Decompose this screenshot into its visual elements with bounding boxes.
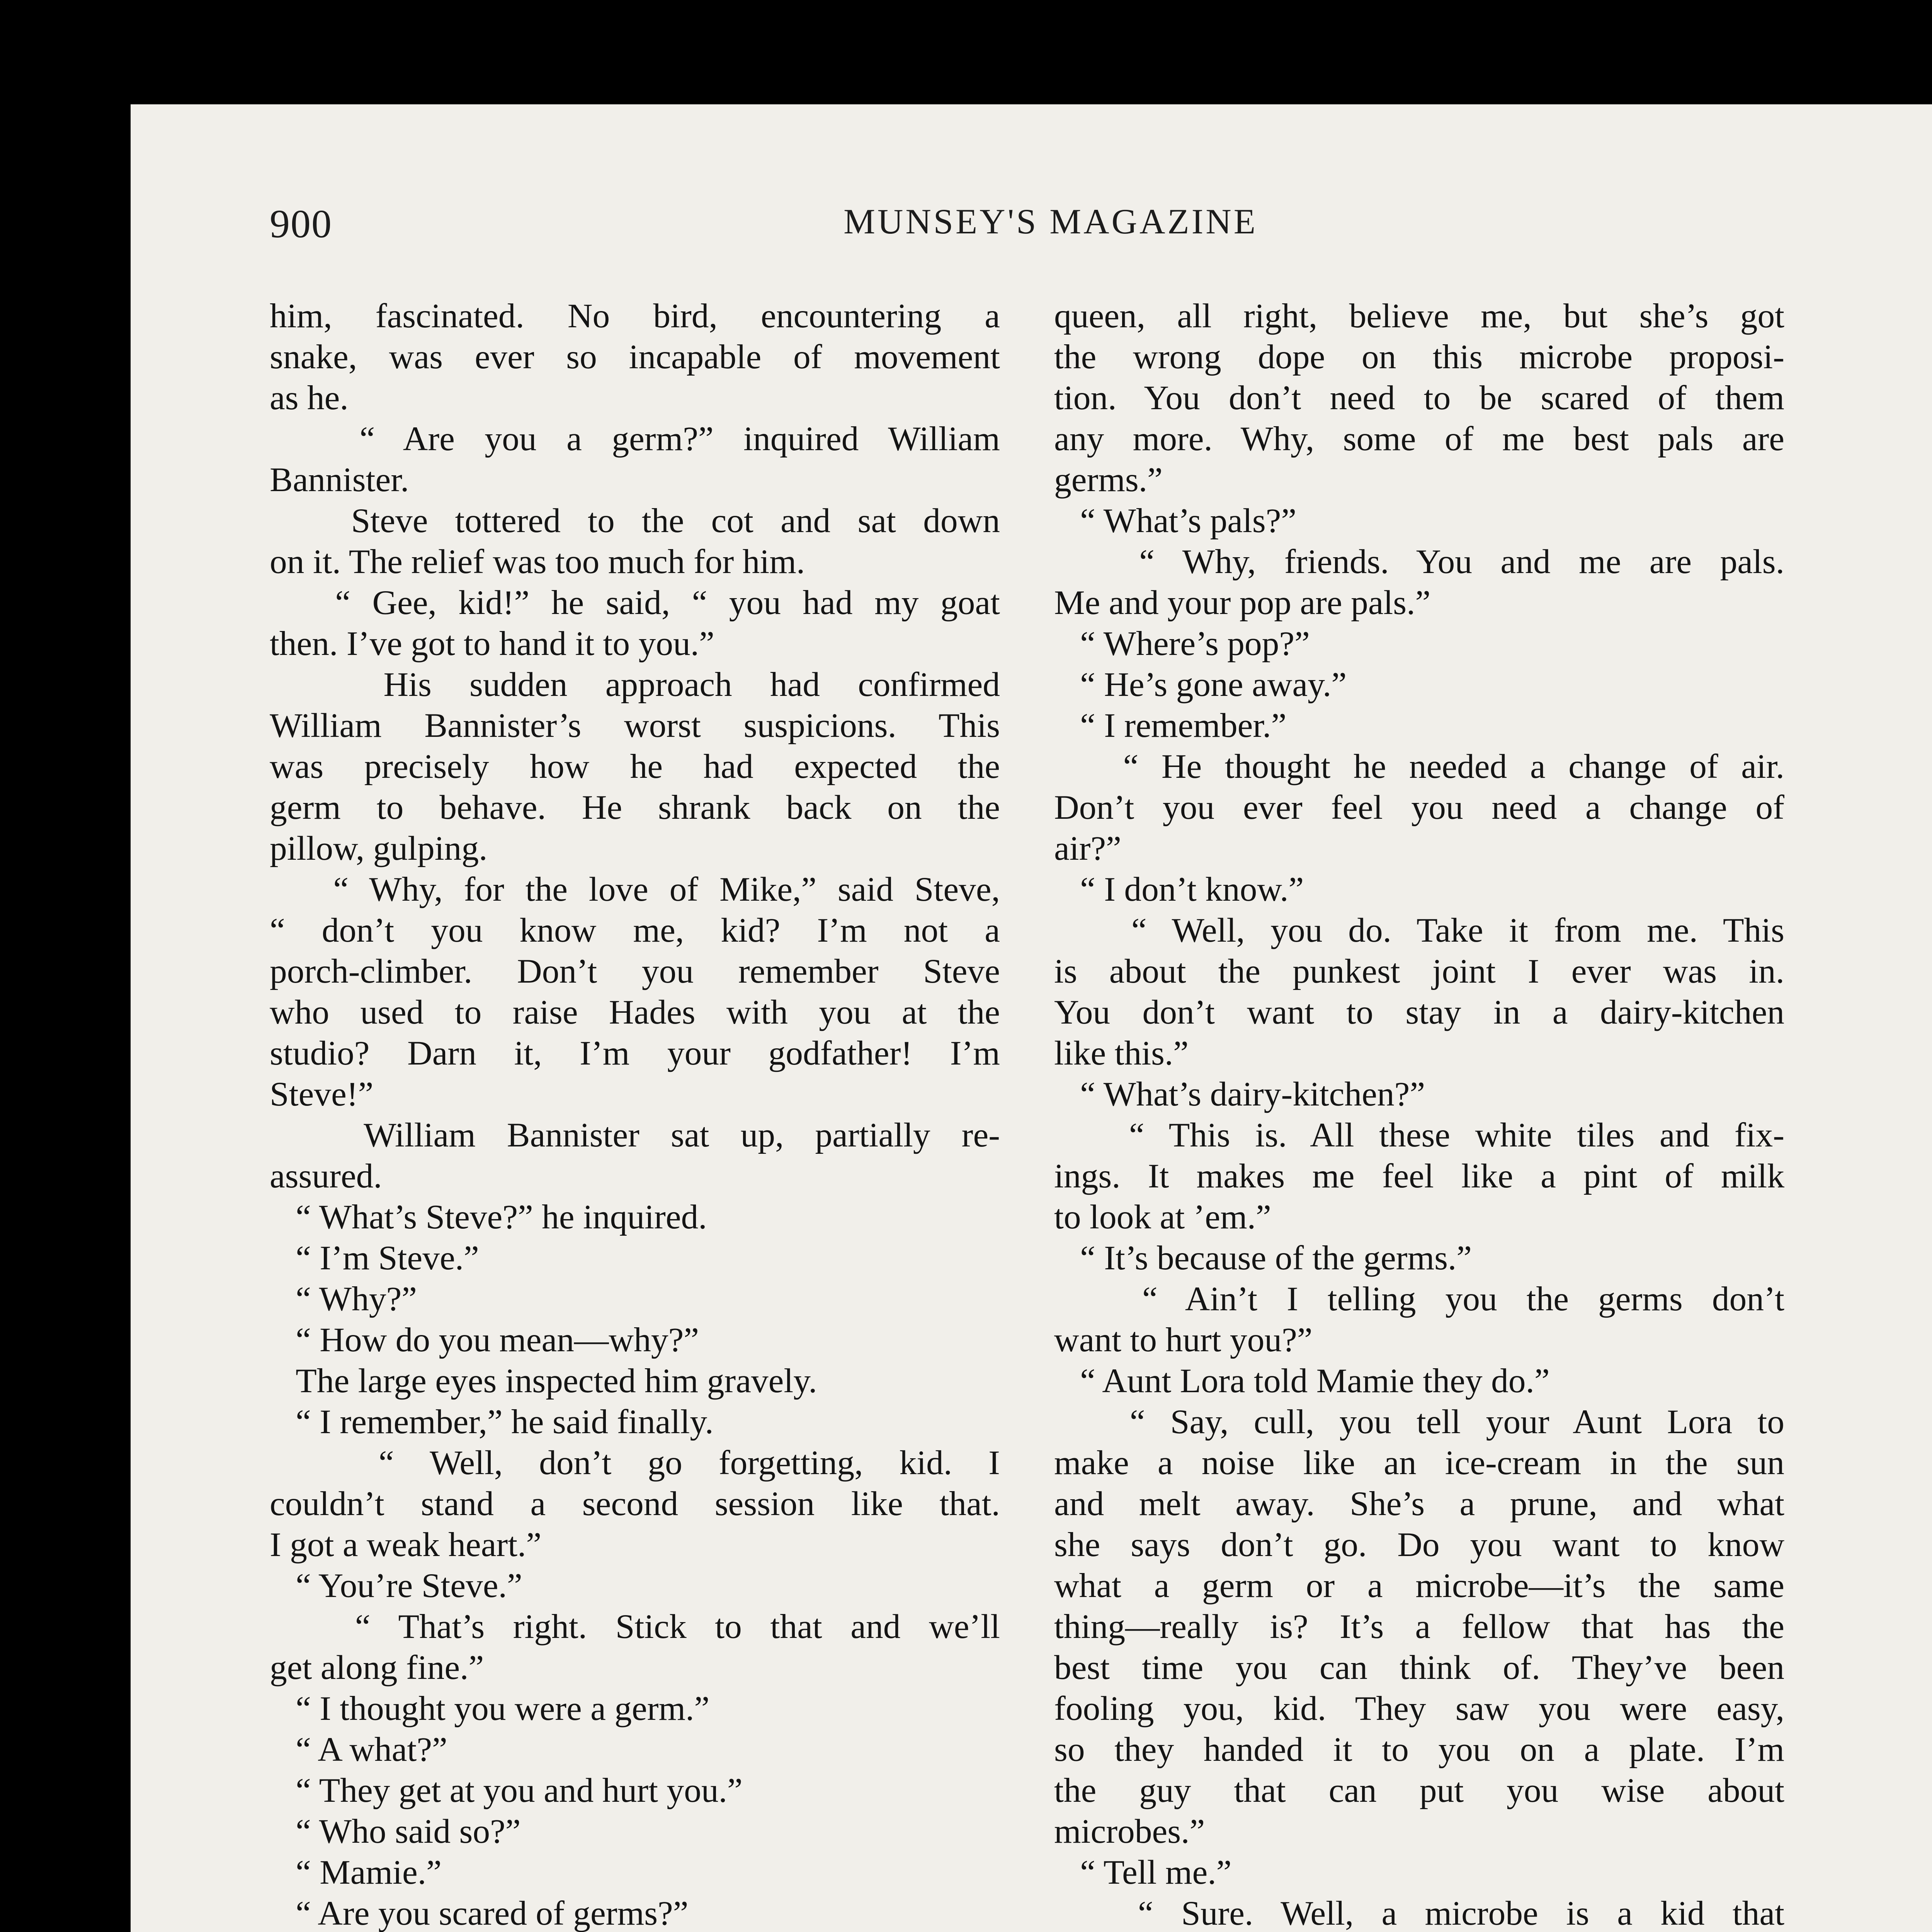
- right-text-column: [1054, 296, 1784, 1932]
- text-line: “ Who said so?”: [270, 1812, 521, 1850]
- text-line: Steve tottered to the cot and sat down: [270, 502, 1000, 540]
- text-line: “ Are you scared of germs?”: [270, 1894, 689, 1932]
- text-line: His sudden approach had confirmed: [270, 665, 1000, 704]
- text-line: Bannister.: [270, 461, 409, 499]
- text-line: studio? Darn it, I’m your godfather! I’m: [270, 1034, 1000, 1072]
- page-header: [131, 201, 1932, 263]
- text-line: “ Why, friends. You and me are pals.: [1054, 543, 1784, 581]
- left-text-column: [270, 296, 1000, 1932]
- text-line: “ Why, for the love of Mike,” said Steve,: [270, 870, 1000, 908]
- text-line: pillow, gulping.: [270, 829, 488, 867]
- text-line: “ Gee, kid!” he said, “ you had my goat: [270, 583, 1000, 622]
- text-line: to look at ’em.”: [1054, 1198, 1271, 1236]
- text-line: “ What’s Steve?” he inquired.: [270, 1198, 707, 1236]
- text-line: porch-climber. Don’t you remember Steve: [270, 952, 1000, 990]
- text-line: was precisely how he had expected the: [270, 747, 1000, 786]
- text-line: “ I thought you were a germ.”: [270, 1689, 710, 1728]
- text-line: so they handed it to you on a plate. I’m: [1054, 1730, 1784, 1769]
- text-line: “ What’s dairy-kitchen?”: [1054, 1075, 1425, 1113]
- text-line: get along fine.”: [270, 1648, 484, 1687]
- text-line: microbes.”: [1054, 1812, 1205, 1850]
- text-line: “ Are you a germ?” inquired William: [270, 420, 1000, 458]
- text-line: assured.: [270, 1157, 382, 1195]
- text-line: “ You’re Steve.”: [270, 1566, 522, 1605]
- text-line: “ Where’s pop?”: [1054, 624, 1310, 663]
- running-title: MUNSEY'S MAGAZINE: [844, 202, 1258, 241]
- text-line: “ He thought he needed a change of air.: [1054, 747, 1784, 786]
- text-line: the guy that can put you wise about: [1054, 1771, 1784, 1810]
- text-line: as he.: [270, 379, 349, 417]
- text-line: “ How do you mean—why?”: [270, 1321, 699, 1359]
- text-line: Steve!”: [270, 1075, 374, 1113]
- text-line: “ It’s because of the germs.”: [1054, 1239, 1472, 1277]
- text-line: what a germ or a microbe—it’s the same: [1054, 1566, 1784, 1605]
- text-line: “ Mamie.”: [270, 1853, 442, 1891]
- text-line: “ Why?”: [270, 1280, 417, 1318]
- text-line: “ Well, you do. Take it from me. This: [1054, 911, 1784, 949]
- text-line: ings. It makes me feel like a pint of milk: [1054, 1157, 1784, 1195]
- text-line: You don’t want to stay in a dairy-kitchen: [1054, 993, 1784, 1031]
- text-line: William Bannister’s worst suspicions. This: [270, 706, 1000, 745]
- text-line: “ don’t you know me, kid? I’m not a: [270, 911, 1000, 949]
- text-line: “ Well, don’t go forgetting, kid. I: [270, 1444, 1000, 1482]
- text-line: the wrong dope on this microbe proposi-: [1054, 338, 1784, 376]
- text-line: “ Say, cull, you tell your Aunt Lora to: [1054, 1403, 1784, 1441]
- text-line: The large eyes inspected him gravely.: [270, 1362, 817, 1400]
- page-number: 900: [270, 202, 332, 246]
- text-line: “ Sure. Well, a microbe is a kid that: [1054, 1894, 1784, 1932]
- text-line: air?”: [1054, 829, 1121, 867]
- text-line: “ I remember.”: [1054, 706, 1287, 745]
- text-line: queen, all right, believe me, but she’s got: [1054, 297, 1784, 335]
- text-line: and melt away. She’s a prune, and what: [1054, 1485, 1784, 1523]
- text-line: “ Aunt Lora told Mamie they do.”: [1054, 1362, 1550, 1400]
- text-line: I got a weak heart.”: [270, 1526, 542, 1564]
- text-line: “ Tell me.”: [1054, 1853, 1232, 1891]
- text-line: germs.”: [1054, 461, 1163, 499]
- text-line: Don’t you ever feel you need a change of: [1054, 788, 1784, 827]
- text-line: him, fascinated. No bird, encountering a: [270, 297, 1000, 335]
- text-line: Me and your pop are pals.”: [1054, 583, 1431, 622]
- text-line: then. I’ve got to hand it to you.”: [270, 624, 714, 663]
- text-line: is about the punkest joint I ever was in.: [1054, 952, 1784, 990]
- text-line: “ I don’t know.”: [1054, 870, 1304, 908]
- text-line: “ Ain’t I telling you the germs don’t: [1054, 1280, 1784, 1318]
- text-line: “ He’s gone away.”: [1054, 665, 1347, 704]
- text-line: thing—really is? It’s a fellow that has the: [1054, 1607, 1784, 1646]
- text-line: William Bannister sat up, partially re-: [270, 1116, 1000, 1154]
- text-line: “ I’m Steve.”: [270, 1239, 479, 1277]
- magazine-page: [131, 104, 1932, 1932]
- text-line: snake, was ever so incapable of movement: [270, 338, 1000, 376]
- text-line: best time you can think of. They’ve been: [1054, 1648, 1784, 1687]
- text-line: fooling you, kid. They saw you were easy,: [1054, 1689, 1784, 1728]
- text-line: “ I remember,” he said finally.: [270, 1403, 714, 1441]
- text-line: “ They get at you and hurt you.”: [270, 1771, 743, 1810]
- text-line: “ This is. All these white tiles and fix-: [1054, 1116, 1784, 1154]
- text-line: on it. The relief was too much for him.: [270, 543, 805, 581]
- text-line: like this.”: [1054, 1034, 1189, 1072]
- text-line: any more. Why, some of me best pals are: [1054, 420, 1784, 458]
- text-line: tion. You don’t need to be scared of them: [1054, 379, 1784, 417]
- text-line: couldn’t stand a second session like that.: [270, 1485, 1000, 1523]
- text-line: make a noise like an ice-cream in the sun: [1054, 1444, 1784, 1482]
- text-line: she says don’t go. Do you want to know: [1054, 1526, 1784, 1564]
- text-line: who used to raise Hades with you at the: [270, 993, 1000, 1031]
- text-line: “ That’s right. Stick to that and we’ll: [270, 1607, 1000, 1646]
- text-line: want to hurt you?”: [1054, 1321, 1313, 1359]
- text-line: “ A what?”: [270, 1730, 447, 1769]
- text-line: “ What’s pals?”: [1054, 502, 1297, 540]
- text-line: germ to behave. He shrank back on the: [270, 788, 1000, 827]
